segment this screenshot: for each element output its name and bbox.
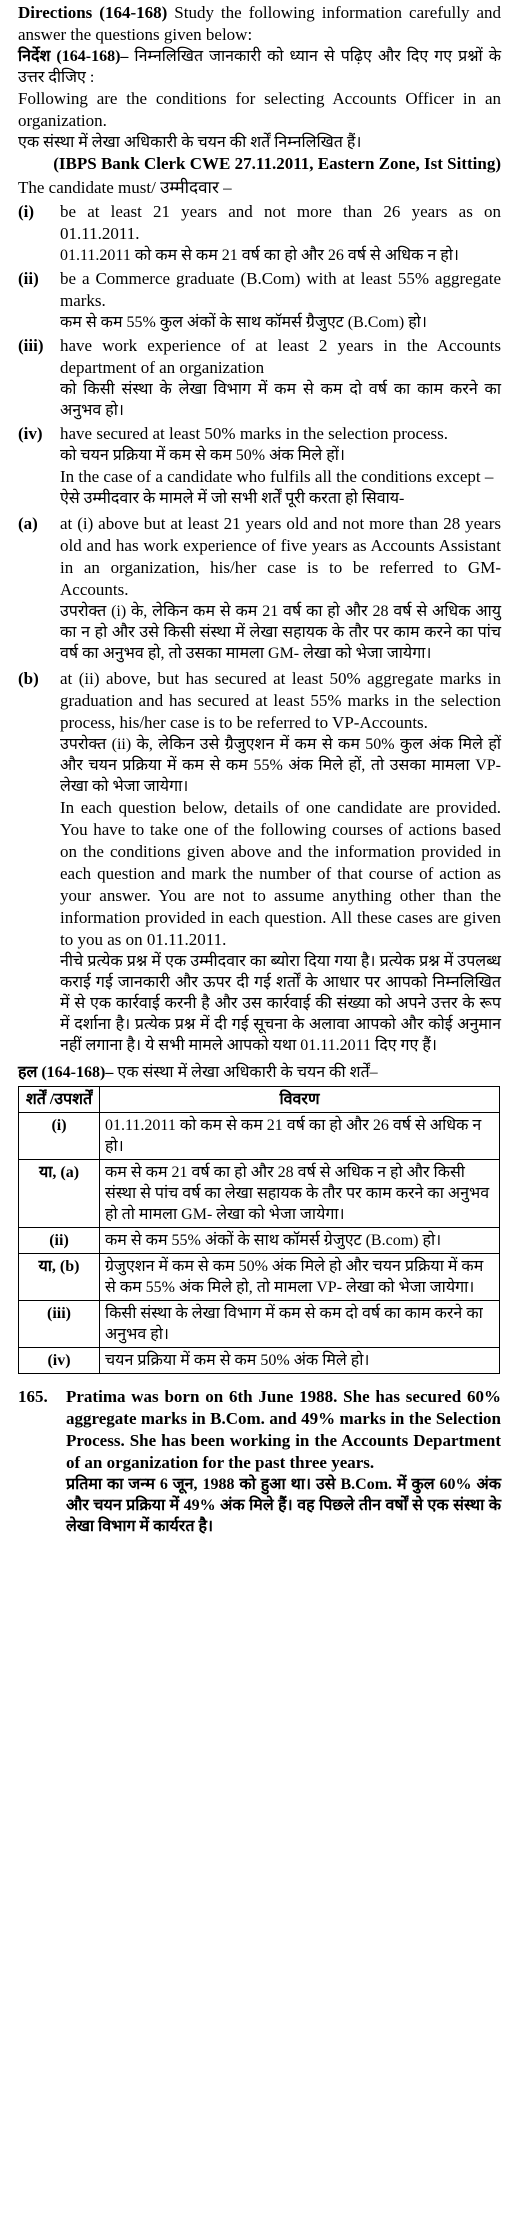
exception-hi: उपरोक्त (ii) के, लेकिन उसे ग्रैजुएशन में कम से कम 50% कुल अंक मिले हों और चयन प्रक्रिया में कम से कम 55% अंक मिले हों, तो उसका मामला VP- लेखा को भेजा जायेगा। [60,736,501,795]
conditions-intro-en: Following are the conditions for selecting Accounts Officer in an organization. [18,89,501,130]
directions-paragraph [18,2,501,46]
exception-hi: उपरोक्त (i) के, लेकिन कम से कम 21 वर्ष का हो और 28 वर्ष से अधिक आयु का न हो और उसे किसी संस्था में लेखा सहायक के तौर पर काम करने का पांच वर्ष का अनुभव हो, तो उसका मामला GM- लेखा को भेजा जायेगा। [60,603,501,662]
exception-en: at (i) above but at least 21 years old and not more than 28 years old and has work experience of five years as Accounts Assistant in an organization, his/her case is to be referred to GM-Accounts. [60,514,501,599]
question-en: Pratima was born on 6th June 1988. She has secured 60% aggregate marks in B.Com. and 49% marks in the Selection Process. She has been working in the Accounts Department of an organization for the past three years. [66,1387,501,1472]
condition-en: be a Commerce graduate (B.Com) with at least 55% aggregate marks. [60,269,501,310]
table-cell-condition: (ii) [19,1228,100,1254]
table-row [19,1348,500,1374]
directions-hindi [18,46,501,88]
condition-i [18,201,501,266]
condition-iv [18,423,501,509]
condition-en: be at least 21 years and not more than 26 years as on 01.11.2011. [60,202,501,243]
question-number: 165. [18,1387,48,1406]
table-cell-condition: या, (a) [19,1160,100,1228]
condition-label: (iii) [18,336,44,355]
condition-ii [18,268,501,333]
directions-hindi-label: निर्देश (164-168)– [18,48,129,65]
condition-iii [18,335,501,421]
table-cell-description: कम से कम 21 वर्ष का हो और 28 वर्ष से अधिक न हो और किसी संस्था से पांच वर्ष का लेखा सहायक के तौर पर काम करने का अनुभव हो तो मामला GM- लेखा को भेजा जायेगा। [100,1160,500,1228]
table-cell-description: ग्रेजुएशन में कम से कम 50% अंक मिले हो और चयन प्रक्रिया में कम से कम 55% अंक मिले हो, तो मामला VP- लेखा को भेजा जायेगा। [100,1254,500,1301]
table-row [19,1228,500,1254]
directions-label: Directions (164-168) [18,3,168,22]
table-header-condition: शर्तें /उपशर्तें [19,1087,100,1113]
directions-text: Study the following information carefully and answer the questions given below: [18,3,501,44]
condition-hi: को किसी संस्था के लेखा विभाग में कम से कम दो वर्ष का काम करने का अनुभव हो। [60,381,501,419]
except-hi: ऐसे उम्मीदवार के मामले में जो सभी शर्तें पूरी करता हो सिवाय- [60,490,405,507]
conditions-intro-hi: एक संस्था में लेखा अधिकारी के चयन की शर्तें निम्नलिखित हैं। [18,134,362,151]
table-row [19,1113,500,1160]
table-cell-condition: (iii) [19,1301,100,1348]
condition-en: have work experience of at least 2 years in the Accounts department of an organization [60,336,501,377]
condition-label: (iv) [18,424,43,443]
exception-a [18,513,501,664]
condition-en: have secured at least 50% marks in the selection process. [60,424,449,443]
table-cell-description: कम से कम 55% अंकों के साथ कॉमर्स ग्रेजुएट (B.com) हो। [100,1228,500,1254]
table-cell-description: चयन प्रक्रिया में कम से कम 50% अंक मिले हो। [100,1348,500,1374]
table-cell-condition: (i) [19,1113,100,1160]
table-cell-description: 01.11.2011 को कम से कम 21 वर्ष का हो और 26 वर्ष से अधिक न हो। [100,1113,500,1160]
solution-heading [18,1062,501,1084]
condition-hi: को चयन प्रक्रिया में कम से कम 50% अंक मिले हों। [60,447,345,464]
conditions-table [18,1086,500,1374]
solution-text: एक संस्था में लेखा अधिकारी के चयन की शर्तें– [117,1064,378,1081]
table-row [19,1254,500,1301]
exception-label: (a) [18,514,38,533]
condition-label: (ii) [18,269,39,288]
exception-b [18,668,501,1056]
condition-hi: कम से कम 55% कुल अंकों के साथ कॉमर्स ग्रैजुएट (B.Com) हो। [60,314,427,331]
table-header-description: विवरण [100,1087,500,1113]
table-header-row [19,1087,500,1113]
condition-hi: 01.11.2011 को कम से कम 21 वर्ष का हो और 26 वर्ष से अधिक न हो। [60,247,459,264]
table-row [19,1301,500,1348]
condition-label: (i) [18,202,35,221]
table-cell-condition: (iv) [19,1348,100,1374]
question-165 [18,1386,501,1537]
candidate-intro: The candidate must/ उम्मीदवार – [18,178,232,197]
directions-hindi-text: निम्नलिखित जानकारी को ध्यान से पढ़िए और दिए गए प्रश्नों के उत्तर दीजिए : [18,48,501,86]
question-hi: प्रतिमा का जन्म 6 जून, 1988 को हुआ था। उसे B.Com. में कुल 60% अंक और चयन प्रक्रिया में 49% अंक मिले हैं। वह पिछले तीन वर्षों से एक संस्था के लेखा विभाग में कार्यरत है। [66,1476,501,1535]
instructions-en: In each question below, details of one candidate are provided. You have to take one of the following courses of actions based on the conditions given above and the information provided in each question and mark the number of that course of action as your answer. You are not to assume anything other than the information provided in each question. All these cases are given to you as on 01.11.2011. [60,798,501,949]
exception-en: at (ii) above, but has secured at least 50% aggregate marks in graduation and has secured at least 55% marks in the selection process, his/her case is to be referred to VP-Accounts. [60,669,501,732]
instructions-hi: नीचे प्रत्येक प्रश्न में एक उम्मीदवार का ब्योरा दिया गया है। प्रत्येक प्रश्न में उपलब्ध कराई गई जानकारी और ऊपर दी गई शर्तों के आधार पर आपको निम्नलिखित में से एक कार्रवाई करनी है और उस कार्रवाई की संख्या को अपने उत्तर के रूप में दर्शाना है। प्रत्येक प्रश्न में दी गई सूचना के अलावा आपको और कोई अनुमान नहीं लगाना है। ये सभी मामले आपको यथा 01.11.2011 दिए गए हैं। [60,953,501,1054]
table-row [19,1160,500,1228]
exception-label: (b) [18,669,39,688]
source-citation: (IBPS Bank Clerk CWE 27.11.2011, Eastern Zone, Ist Sitting) [53,154,501,173]
table-cell-description: किसी संस्था के लेखा विभाग में कम से कम दो वर्ष का काम करने का अनुभव हो। [100,1301,500,1348]
solution-label: हल (164-168)– [18,1064,114,1081]
table-cell-condition: या, (b) [19,1254,100,1301]
except-en: In the case of a candidate who fulfils all the conditions except – [60,467,494,486]
